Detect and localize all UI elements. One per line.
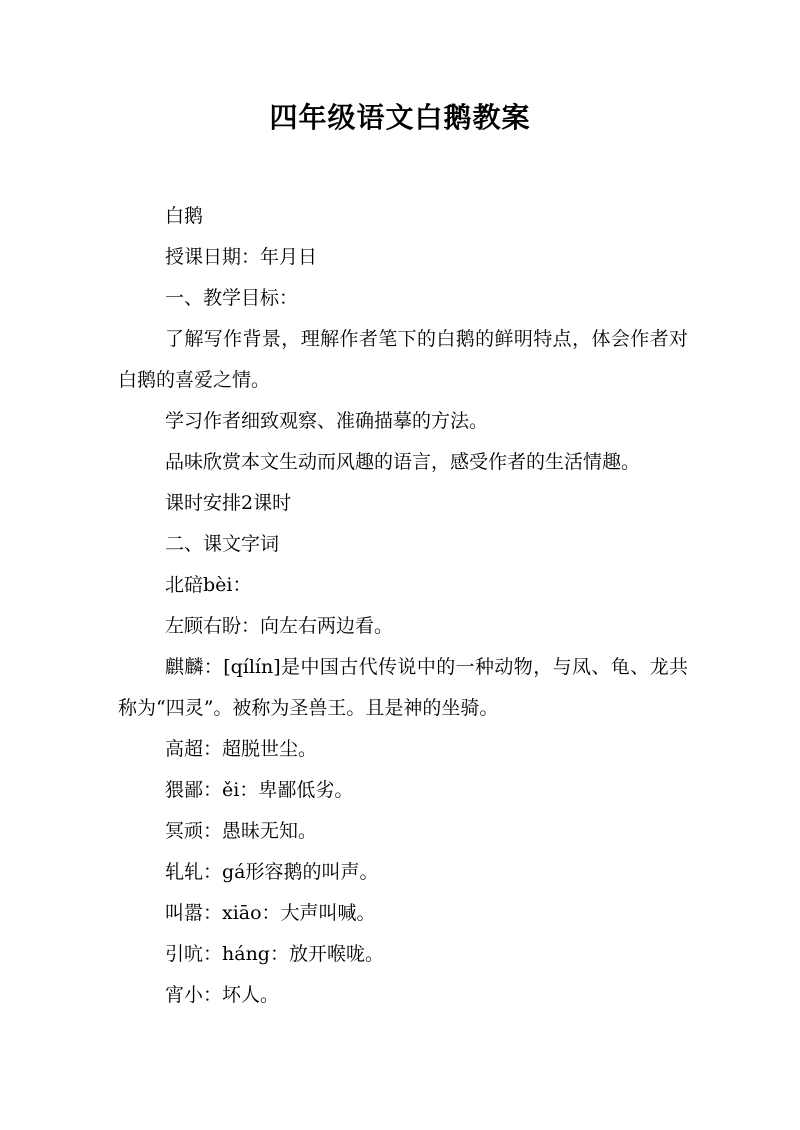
document-title: 四年级语文白鹅教案 — [269, 101, 531, 134]
objective-item: 品味欣赏本文生动而风趣的语言，感受作者的生活情趣。 — [165, 451, 641, 473]
paragraph-schedule: 课时安排2课时 — [165, 492, 292, 514]
vocabulary-item: 冥顽：愚昧无知。 — [165, 820, 318, 842]
paragraph-date: 授课日期：年月日 — [165, 246, 318, 268]
vocabulary-item: 叫嚣：xiāo：大声叫喊。 — [165, 902, 376, 924]
objective-item: 学习作者细致观察、准确描摹的方法。 — [165, 410, 489, 432]
vocabulary-item: 麒麟：[qílín]是中国古代传说中的一种动物，与凤、龟、龙共称为“四灵”。被称为圣兽王。且是神的坐骑。 — [118, 656, 688, 719]
document-body — [118, 196, 688, 1016]
objective-item: 了解写作背景，理解作者笔下的白鹅的鲜明特点，体会作者对白鹅的喜爱之情。 — [118, 328, 688, 391]
section-heading-vocabulary: 二、课文字词 — [165, 533, 280, 555]
section-heading-objectives: 一、教学目标： — [165, 287, 299, 309]
vocabulary-item: 左顾右盼：向左右两边看。 — [165, 615, 394, 637]
vocabulary-item: 北碚bèi： — [165, 574, 252, 596]
vocabulary-item: 猥鄙：ěi：卑鄙低劣。 — [165, 779, 354, 801]
vocabulary-item: 高超：超脱世尘。 — [165, 738, 318, 760]
vocabulary-item: 宵小：坏人。 — [165, 984, 280, 1006]
paragraph-lesson-name: 白鹅 — [165, 205, 204, 227]
vocabulary-item: 引吭：háng：放开喉咙。 — [165, 943, 384, 965]
vocabulary-item: 轧轧：gá形容鹅的叫声。 — [165, 861, 379, 883]
